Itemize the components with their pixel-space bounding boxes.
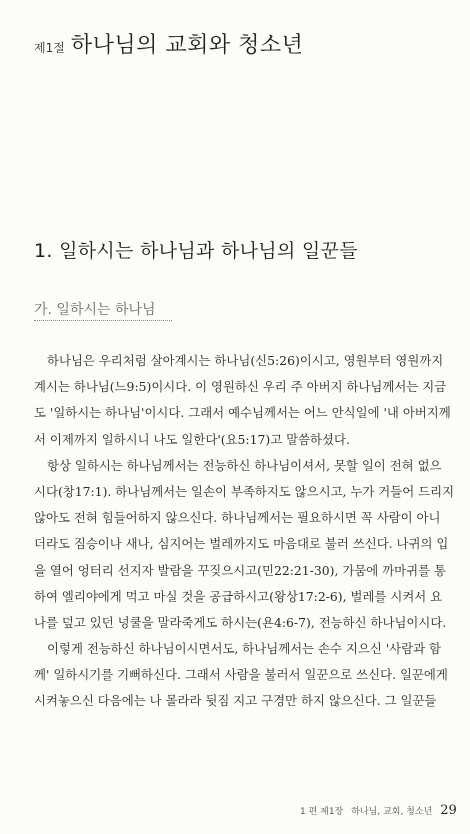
body-line: 하여 엘리야에게 먹고 마실 것을 공급하시고(왕상17:2-6), 벌레를 시켜서 요 [34, 588, 443, 604]
body-line: 도 '일하시는 하나님'이시다. 그래서 예수님께서는 어느 안식일에 '내 아버지께 [34, 405, 451, 421]
body-line: 계시는 하나님(느9:5)이시다. 이 영원하신 우리 주 아버지 하나님께서는 지금 [34, 379, 447, 395]
body-line: 항상 일하시는 하나님께서는 전능하신 하나님이셔서, 못할 일이 전혀 없으 [47, 457, 442, 473]
body-line: 하나님은 우리처럼 살아계시는 하나님(신5:26)이시고, 영원부터 영원까지 [47, 353, 444, 368]
section-heading: 1. 일하시는 하나님과 하나님의 일꾼들 [34, 240, 358, 262]
body-line: 께' 일하시기를 기뻐하신다. 그래서 사람을 불러서 일꾼으로 쓰신다. 일꾼에게 [34, 667, 448, 683]
body-line: 서 이제까지 일하시니 나도 일한다'(요5:17)고 말씀하셨다. [34, 431, 350, 447]
subsection-heading: 가. 일하시는 하나님 [34, 302, 156, 318]
body-line: 시켜놓으신 다음에는 나 몰라라 뒷짐 지고 구경만 하지 않으신다. 그 일꾼들 [34, 693, 437, 709]
body-line: 이렇게 전능하신 하나님이시면서도, 하나님께서는 손수 지으신 '사람과 함 [47, 641, 441, 657]
running-header [34, 28, 303, 59]
body-line: 시다(창17:1). 하나님께서는 일손이 부족하지도 않으시고, 누가 거들어 드리지 [34, 483, 455, 499]
footer-part-label: 1 편 제1장 [300, 807, 344, 817]
page-number: 29 [440, 803, 457, 818]
page-footer [300, 803, 457, 818]
body-line: 을 열어 엉터리 선지자 발람을 꾸짖으시고(민22:21-30), 가뭄에 까마귀를 통 [34, 562, 446, 578]
footer-chapter-label: 하나님, 교회, 청소년 [351, 807, 433, 817]
body-text [34, 348, 456, 715]
body-line: 더라도 짐승이나 새나, 심지어는 벌레까지도 마음대로 불러 쓰신다. 나귀의 입 [34, 536, 449, 552]
chapter-tag: 제1절 [34, 41, 65, 55]
subsection-underline [34, 320, 172, 321]
chapter-title: 하나님의 교회와 청소년 [70, 33, 304, 58]
body-line: 나를 덮고 있던 넝쿨을 말라죽게도 하시는(욘4:6-7), 전능하신 하나님이시다. [34, 614, 447, 630]
body-line: 않아도 전혀 힘들어하지 않으신다. 하나님께서는 필요하시면 꼭 사람이 아니 [34, 510, 441, 526]
